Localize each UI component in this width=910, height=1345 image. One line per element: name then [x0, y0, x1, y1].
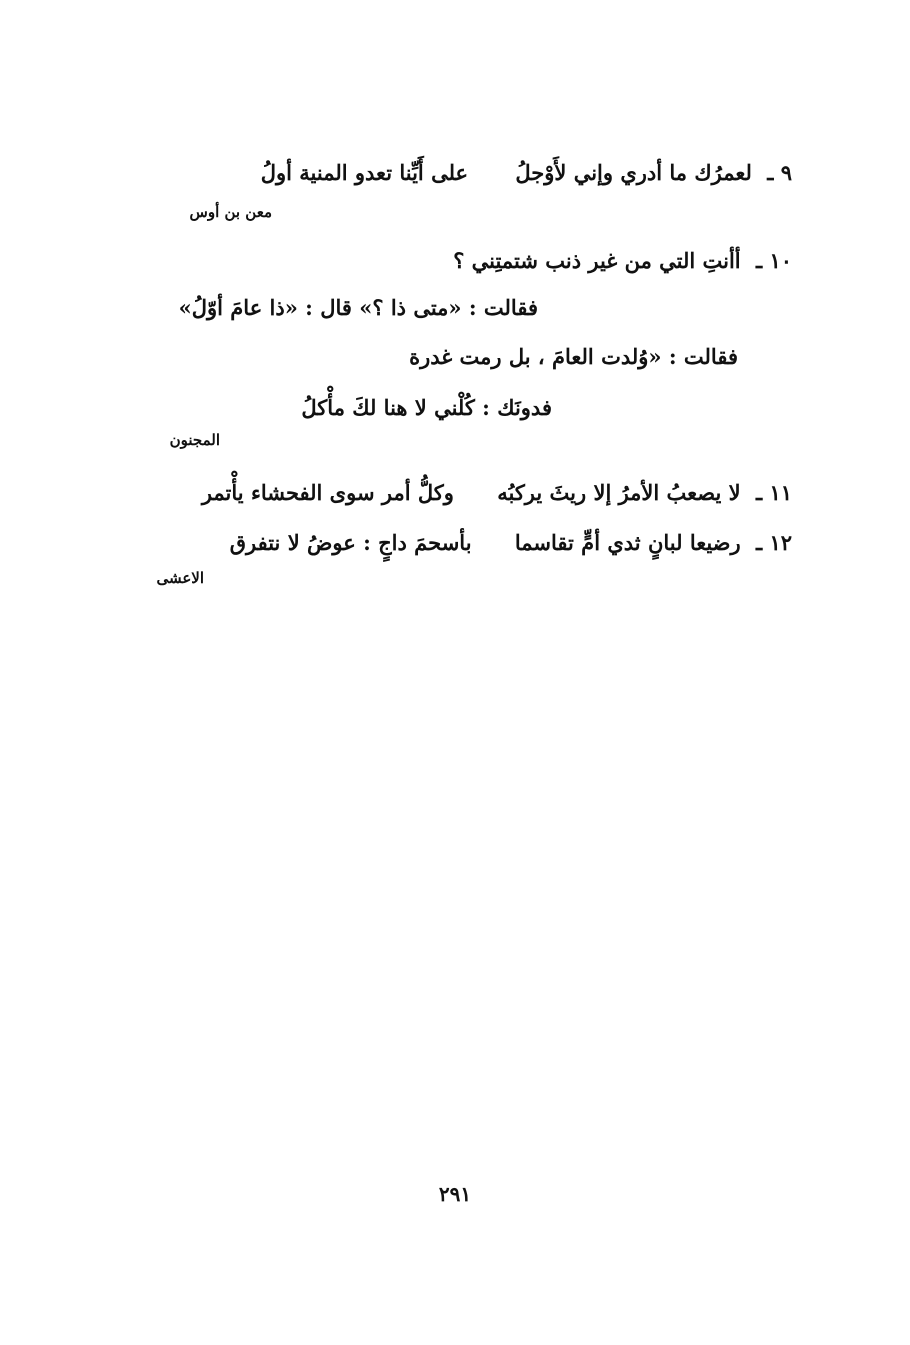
verse-text: أأنتِ التي من غير ذنب شتمتِني ؟: [453, 248, 741, 273]
verse-second-hemistich: بأسحمَ داجٍ : عوضُ لا نتفرق: [229, 530, 472, 555]
poet-attribution: المجنون: [169, 431, 220, 449]
verse-text: فدونَك : كُلْني لا هنا لكَ مأْكلُ: [301, 395, 552, 420]
verse-first-hemistich: لعمرُك ما أدري وإني لأَوْجلُ: [515, 160, 752, 185]
verse-text: فقالت : «وُلدت العامَ ، بل رمت غدرة: [409, 344, 738, 369]
verse-first-hemistich: رضيعا لبانٍ ثدي أمٍّ تقاسما: [514, 530, 741, 555]
verse-9: [112, 158, 792, 188]
verse-10-line-1: [453, 246, 792, 276]
verse-first-hemistich: لا يصعبُ الأمرُ إلا ريثَ يركبُه: [497, 480, 741, 505]
verse-number: ٩ ـ: [767, 160, 792, 185]
verse-10-line-2: [179, 293, 538, 323]
page-number: ٢٩١: [438, 1182, 472, 1206]
poet-attribution: معن بن أوس: [189, 203, 272, 221]
verse-10-line-3: [409, 342, 738, 372]
poet-attribution: الاعشى: [156, 569, 204, 587]
verse-second-hemistich: على أَيِّنا تعدو المنية أولُ: [260, 160, 469, 185]
verse-number: ١٠ ـ: [755, 248, 792, 273]
verse-number: ١٢ ـ: [755, 530, 792, 555]
verse-11: [202, 478, 792, 508]
verse-10-line-4: [301, 393, 552, 423]
verse-number: ١١ ـ: [755, 480, 792, 505]
verse-text: فقالت : «متى ذا ؟» قال : «ذا عامَ أوّلُ»: [178, 295, 538, 320]
verse-12: [230, 528, 792, 558]
verse-second-hemistich: وكلُّ أمر سوى الفحشاء يأْتمر: [201, 480, 454, 505]
